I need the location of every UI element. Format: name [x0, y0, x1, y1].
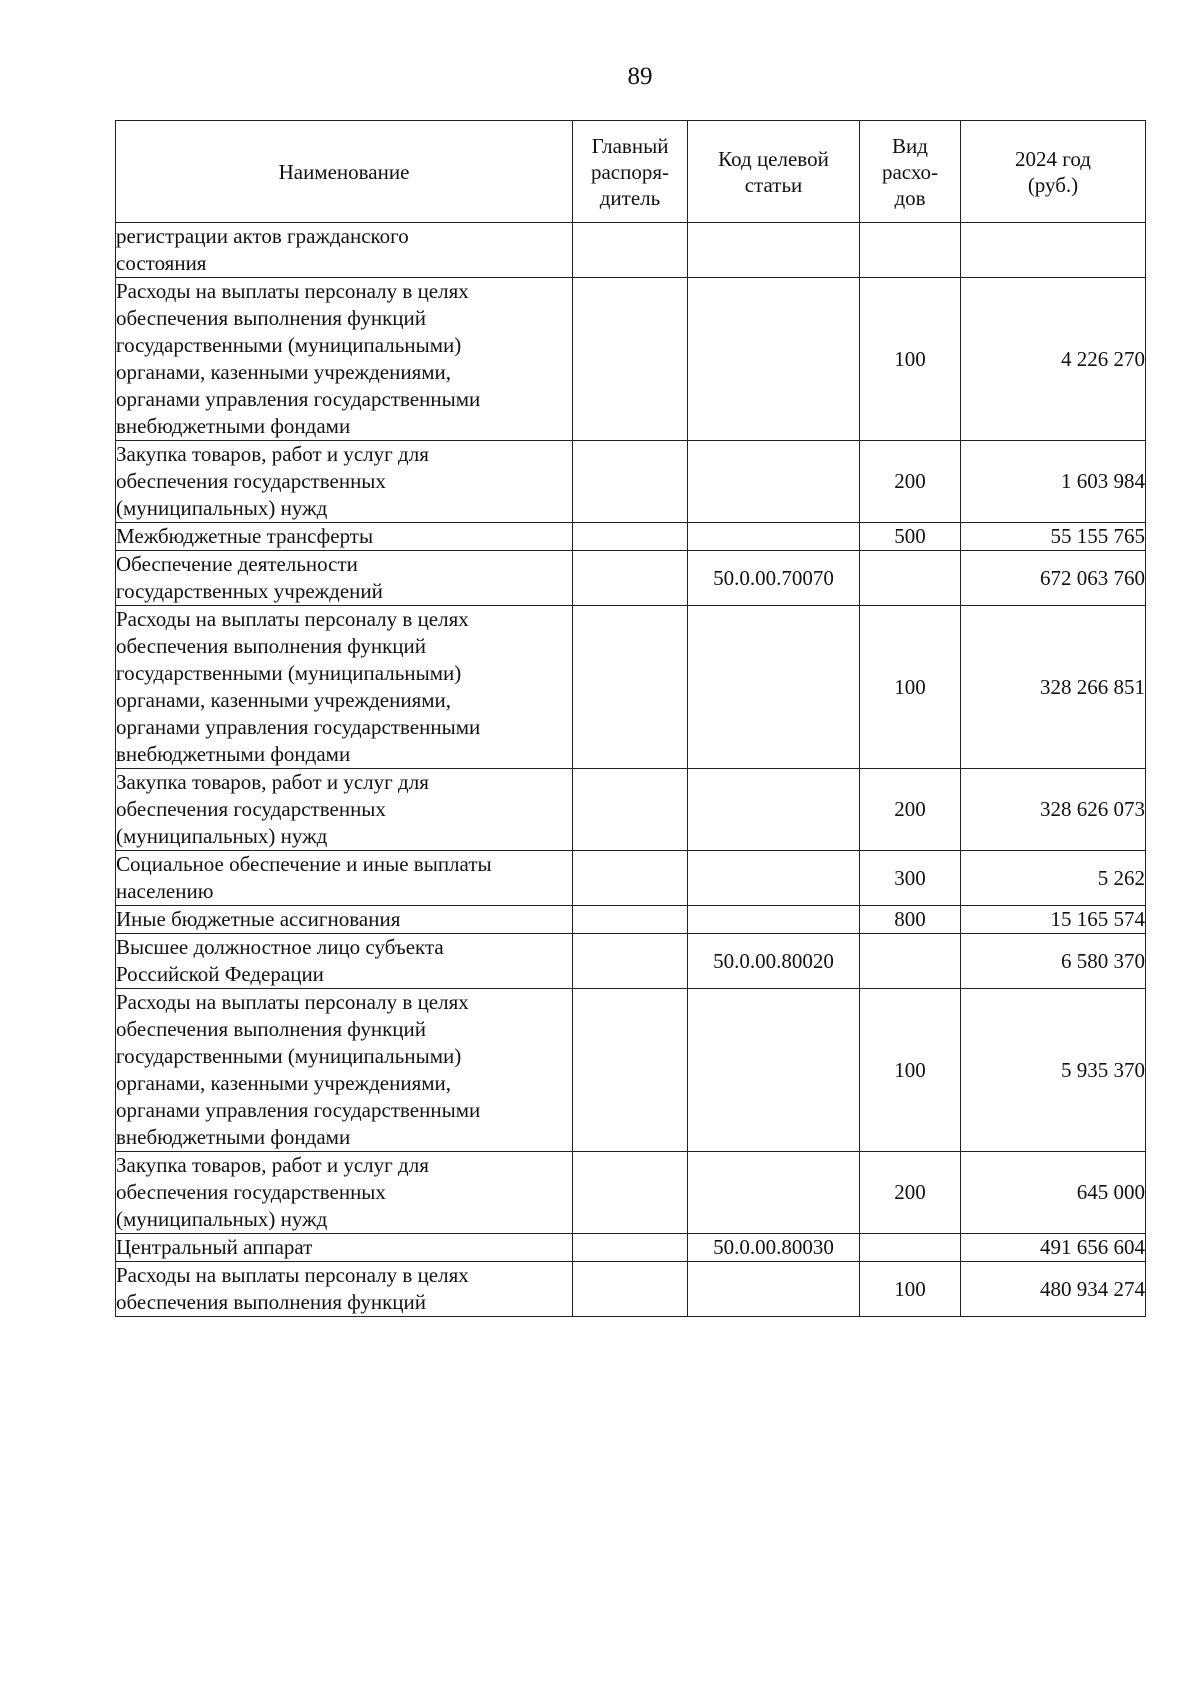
- cell-target-code: [688, 906, 860, 934]
- table-row: [116, 989, 1146, 1152]
- cell-expense-type: 300: [860, 851, 961, 906]
- header-name: Наименование: [116, 121, 573, 223]
- cell-amount: 328 266 851: [961, 606, 1146, 769]
- table-row: [116, 1234, 1146, 1262]
- header-target-code: Код целевой статьи: [688, 121, 860, 223]
- cell-name: Расходы на выплаты персоналу в целях обеспечения выполнения функций государственными (муниципальными) органами, казенными учреждениями, органами управления государственными внебюджетными фондами: [116, 606, 573, 769]
- cell-amount: 6 580 370: [961, 934, 1146, 989]
- cell-expense-type: [860, 1234, 961, 1262]
- cell-main-manager: [573, 441, 688, 523]
- cell-target-code: [688, 1262, 860, 1317]
- cell-expense-type: 100: [860, 278, 961, 441]
- cell-main-manager: [573, 906, 688, 934]
- cell-target-code: 50.0.00.80030: [688, 1234, 860, 1262]
- table-row: [116, 934, 1146, 989]
- cell-amount: 645 000: [961, 1152, 1146, 1234]
- cell-expense-type: 200: [860, 441, 961, 523]
- cell-expense-type: 500: [860, 523, 961, 551]
- table-row: [116, 441, 1146, 523]
- cell-target-code: 50.0.00.80020: [688, 934, 860, 989]
- cell-expense-type: 100: [860, 1262, 961, 1317]
- cell-target-code: [688, 769, 860, 851]
- cell-amount: 5 935 370: [961, 989, 1146, 1152]
- cell-target-code: [688, 851, 860, 906]
- table-row: [116, 906, 1146, 934]
- cell-target-code: [688, 523, 860, 551]
- cell-amount: 672 063 760: [961, 551, 1146, 606]
- cell-main-manager: [573, 851, 688, 906]
- cell-amount: 15 165 574: [961, 906, 1146, 934]
- cell-amount: 1 603 984: [961, 441, 1146, 523]
- cell-expense-type: 200: [860, 769, 961, 851]
- header-expense-type: Вид расхо- дов: [860, 121, 961, 223]
- cell-main-manager: [573, 989, 688, 1152]
- cell-main-manager: [573, 523, 688, 551]
- cell-name: регистрации актов гражданского состояния: [116, 223, 573, 278]
- cell-main-manager: [573, 1152, 688, 1234]
- cell-main-manager: [573, 223, 688, 278]
- cell-main-manager: [573, 1234, 688, 1262]
- header-main-manager: Главный распоря- дитель: [573, 121, 688, 223]
- budget-table: [115, 120, 1146, 1317]
- cell-target-code: [688, 278, 860, 441]
- cell-name: Иные бюджетные ассигнования: [116, 906, 573, 934]
- cell-target-code: [688, 1152, 860, 1234]
- cell-name: Межбюджетные трансферты: [116, 523, 573, 551]
- cell-main-manager: [573, 934, 688, 989]
- cell-main-manager: [573, 1262, 688, 1317]
- cell-name: Закупка товаров, работ и услуг для обеспечения государственных (муниципальных) нужд: [116, 769, 573, 851]
- cell-name: Высшее должностное лицо субъекта Российской Федерации: [116, 934, 573, 989]
- cell-target-code: [688, 606, 860, 769]
- cell-expense-type: [860, 551, 961, 606]
- cell-name: Расходы на выплаты персоналу в целях обеспечения выполнения функций государственными (муниципальными) органами, казенными учреждениями, органами управления государственными внебюджетными фондами: [116, 278, 573, 441]
- cell-expense-type: 100: [860, 989, 961, 1152]
- cell-main-manager: [573, 769, 688, 851]
- cell-expense-type: 100: [860, 606, 961, 769]
- header-year-2024: 2024 год (руб.): [961, 121, 1146, 223]
- table-row: [116, 769, 1146, 851]
- cell-amount: 328 626 073: [961, 769, 1146, 851]
- cell-name: Обеспечение деятельности государственных учреждений: [116, 551, 573, 606]
- cell-amount: 4 226 270: [961, 278, 1146, 441]
- cell-target-code: [688, 223, 860, 278]
- table-row: [116, 1262, 1146, 1317]
- cell-target-code: 50.0.00.70070: [688, 551, 860, 606]
- cell-amount: 480 934 274: [961, 1262, 1146, 1317]
- cell-name: Закупка товаров, работ и услуг для обеспечения государственных (муниципальных) нужд: [116, 441, 573, 523]
- table-header-row: [116, 121, 1146, 223]
- cell-expense-type: [860, 934, 961, 989]
- table-row: [116, 278, 1146, 441]
- cell-name: Расходы на выплаты персоналу в целях обеспечения выполнения функций: [116, 1262, 573, 1317]
- cell-name: Закупка товаров, работ и услуг для обеспечения государственных (муниципальных) нужд: [116, 1152, 573, 1234]
- table-row: [116, 551, 1146, 606]
- cell-name: Социальное обеспечение и иные выплаты населению: [116, 851, 573, 906]
- cell-expense-type: [860, 223, 961, 278]
- page-number: 89: [627, 63, 653, 90]
- table-row: [116, 1152, 1146, 1234]
- cell-target-code: [688, 989, 860, 1152]
- cell-main-manager: [573, 551, 688, 606]
- table-row: [116, 851, 1146, 906]
- cell-main-manager: [573, 278, 688, 441]
- table-body: [116, 223, 1146, 1317]
- cell-name: Центральный аппарат: [116, 1234, 573, 1262]
- cell-expense-type: 200: [860, 1152, 961, 1234]
- cell-name: Расходы на выплаты персоналу в целях обеспечения выполнения функций государственными (муниципальными) органами, казенными учреждениями, органами управления государственными внебюджетными фондами: [116, 989, 573, 1152]
- table-row: [116, 523, 1146, 551]
- table-row: [116, 223, 1146, 278]
- cell-amount: [961, 223, 1146, 278]
- cell-target-code: [688, 441, 860, 523]
- table-row: [116, 606, 1146, 769]
- cell-amount: 5 262: [961, 851, 1146, 906]
- cell-main-manager: [573, 606, 688, 769]
- cell-amount: 55 155 765: [961, 523, 1146, 551]
- cell-amount: 491 656 604: [961, 1234, 1146, 1262]
- cell-expense-type: 800: [860, 906, 961, 934]
